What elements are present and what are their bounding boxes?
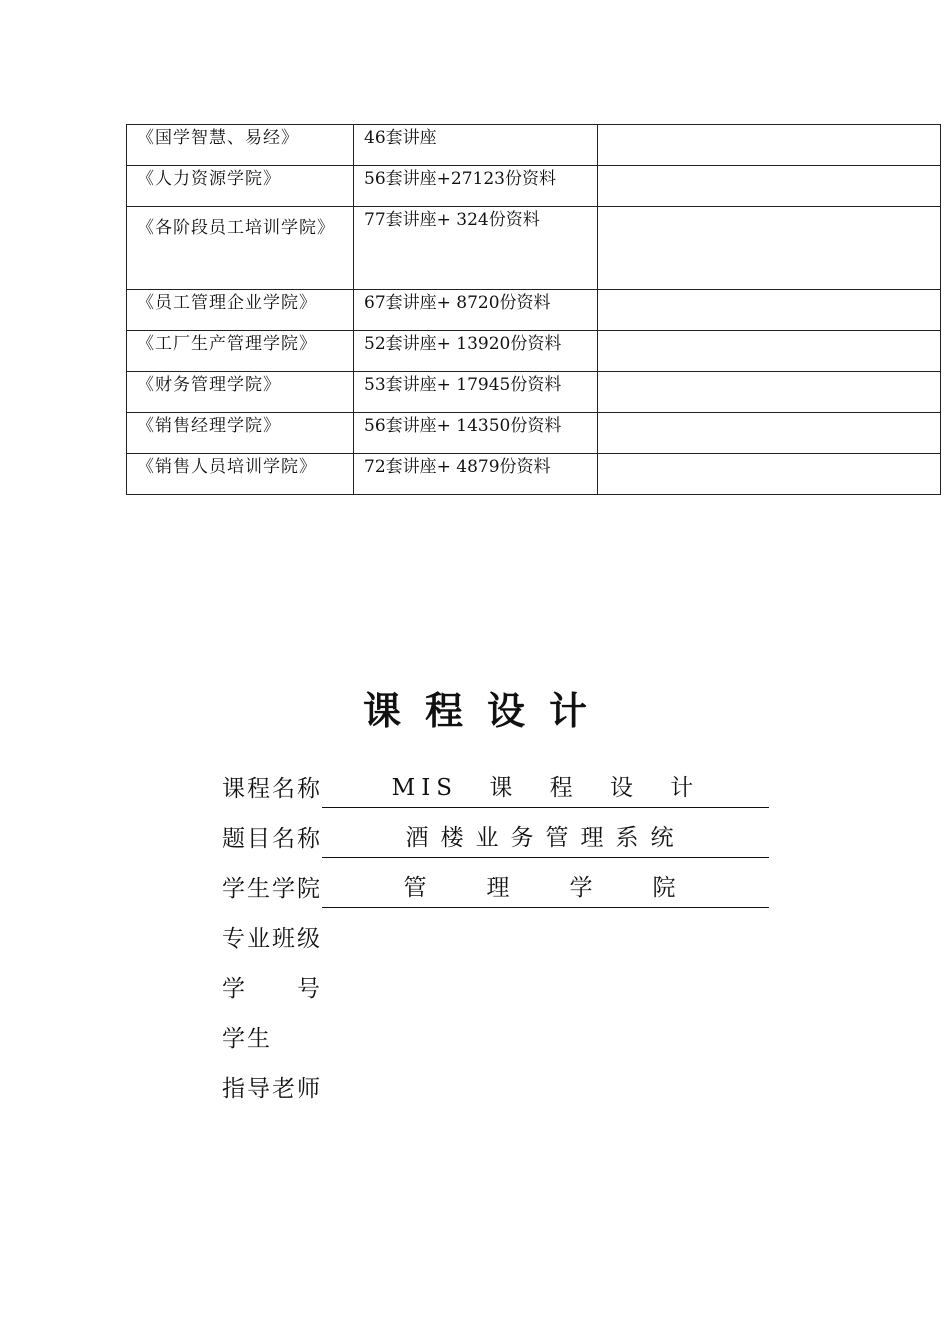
student-row [222,1010,782,1060]
table-row [127,454,941,495]
catalog-content-cell: 56套讲座+27123份资料 [354,166,598,207]
catalog-note-cell [598,372,941,413]
catalog-name-cell: 《国学智慧、易经》 [127,125,354,166]
advisor-row [222,1060,782,1110]
catalog-note-cell [598,125,941,166]
student-id-label-first: 学 [222,976,245,1002]
catalog-name-cell: 《工厂生产管理学院》 [127,331,354,372]
course-name-value: MIS 课 程 设 计 [322,773,769,808]
student-id-label [222,974,320,1010]
student-id-row [222,960,782,1010]
catalog-content-cell: 53套讲座+ 17945份资料 [354,372,598,413]
catalog-note-cell [598,331,941,372]
college-row [222,860,782,910]
catalog-content-cell: 72套讲座+ 4879份资料 [354,454,598,495]
catalog-name-cell: 《销售人员培训学院》 [127,454,354,495]
college-label: 学生学院 [222,876,322,902]
catalog-content-cell: 46套讲座 [354,125,598,166]
catalog-note-cell [598,413,941,454]
table-row [127,372,941,413]
catalog-name-cell: 《财务管理学院》 [127,372,354,413]
topic-name-label: 题目名称 [222,826,322,852]
catalog-name-cell: 《销售经理学院》 [127,413,354,454]
college-value: 管理学院 [322,873,769,908]
advisor-label: 指导老师 [222,1076,322,1102]
catalog-content-cell: 56套讲座+ 14350份资料 [354,413,598,454]
table-row [127,413,941,454]
table-row [127,125,941,166]
catalog-name-cell: 《员工管理企业学院》 [127,290,354,331]
course-catalog-table [126,124,941,495]
table-row [127,207,941,290]
major-class-label: 专业班级 [222,926,322,952]
cover-title: 课程设计 [362,689,611,733]
cover-info-block [222,760,782,1110]
course-name-label: 课程名称 [222,776,322,802]
major-class-row [222,910,782,960]
catalog-note-cell [598,290,941,331]
catalog-content-cell: 77套讲座+ 324份资料 [354,207,598,290]
course-name-row [222,760,782,810]
catalog-content-cell: 67套讲座+ 8720份资料 [354,290,598,331]
table-row [127,331,941,372]
catalog-note-cell [598,454,941,495]
catalog-name-cell: 《人力资源学院》 [127,166,354,207]
catalog-content-cell: 52套讲座+ 13920份资料 [354,331,598,372]
catalog-note-cell [598,166,941,207]
table-row [127,166,941,207]
topic-name-value: 酒楼业务管理系统 [322,823,769,858]
topic-name-row [222,810,782,860]
student-label: 学生 [222,1026,272,1052]
student-id-label-second: 号 [297,976,320,1002]
catalog-name-cell: 《各阶段员工培训学院》 [127,207,354,290]
table-row [127,290,941,331]
catalog-note-cell [598,207,941,290]
